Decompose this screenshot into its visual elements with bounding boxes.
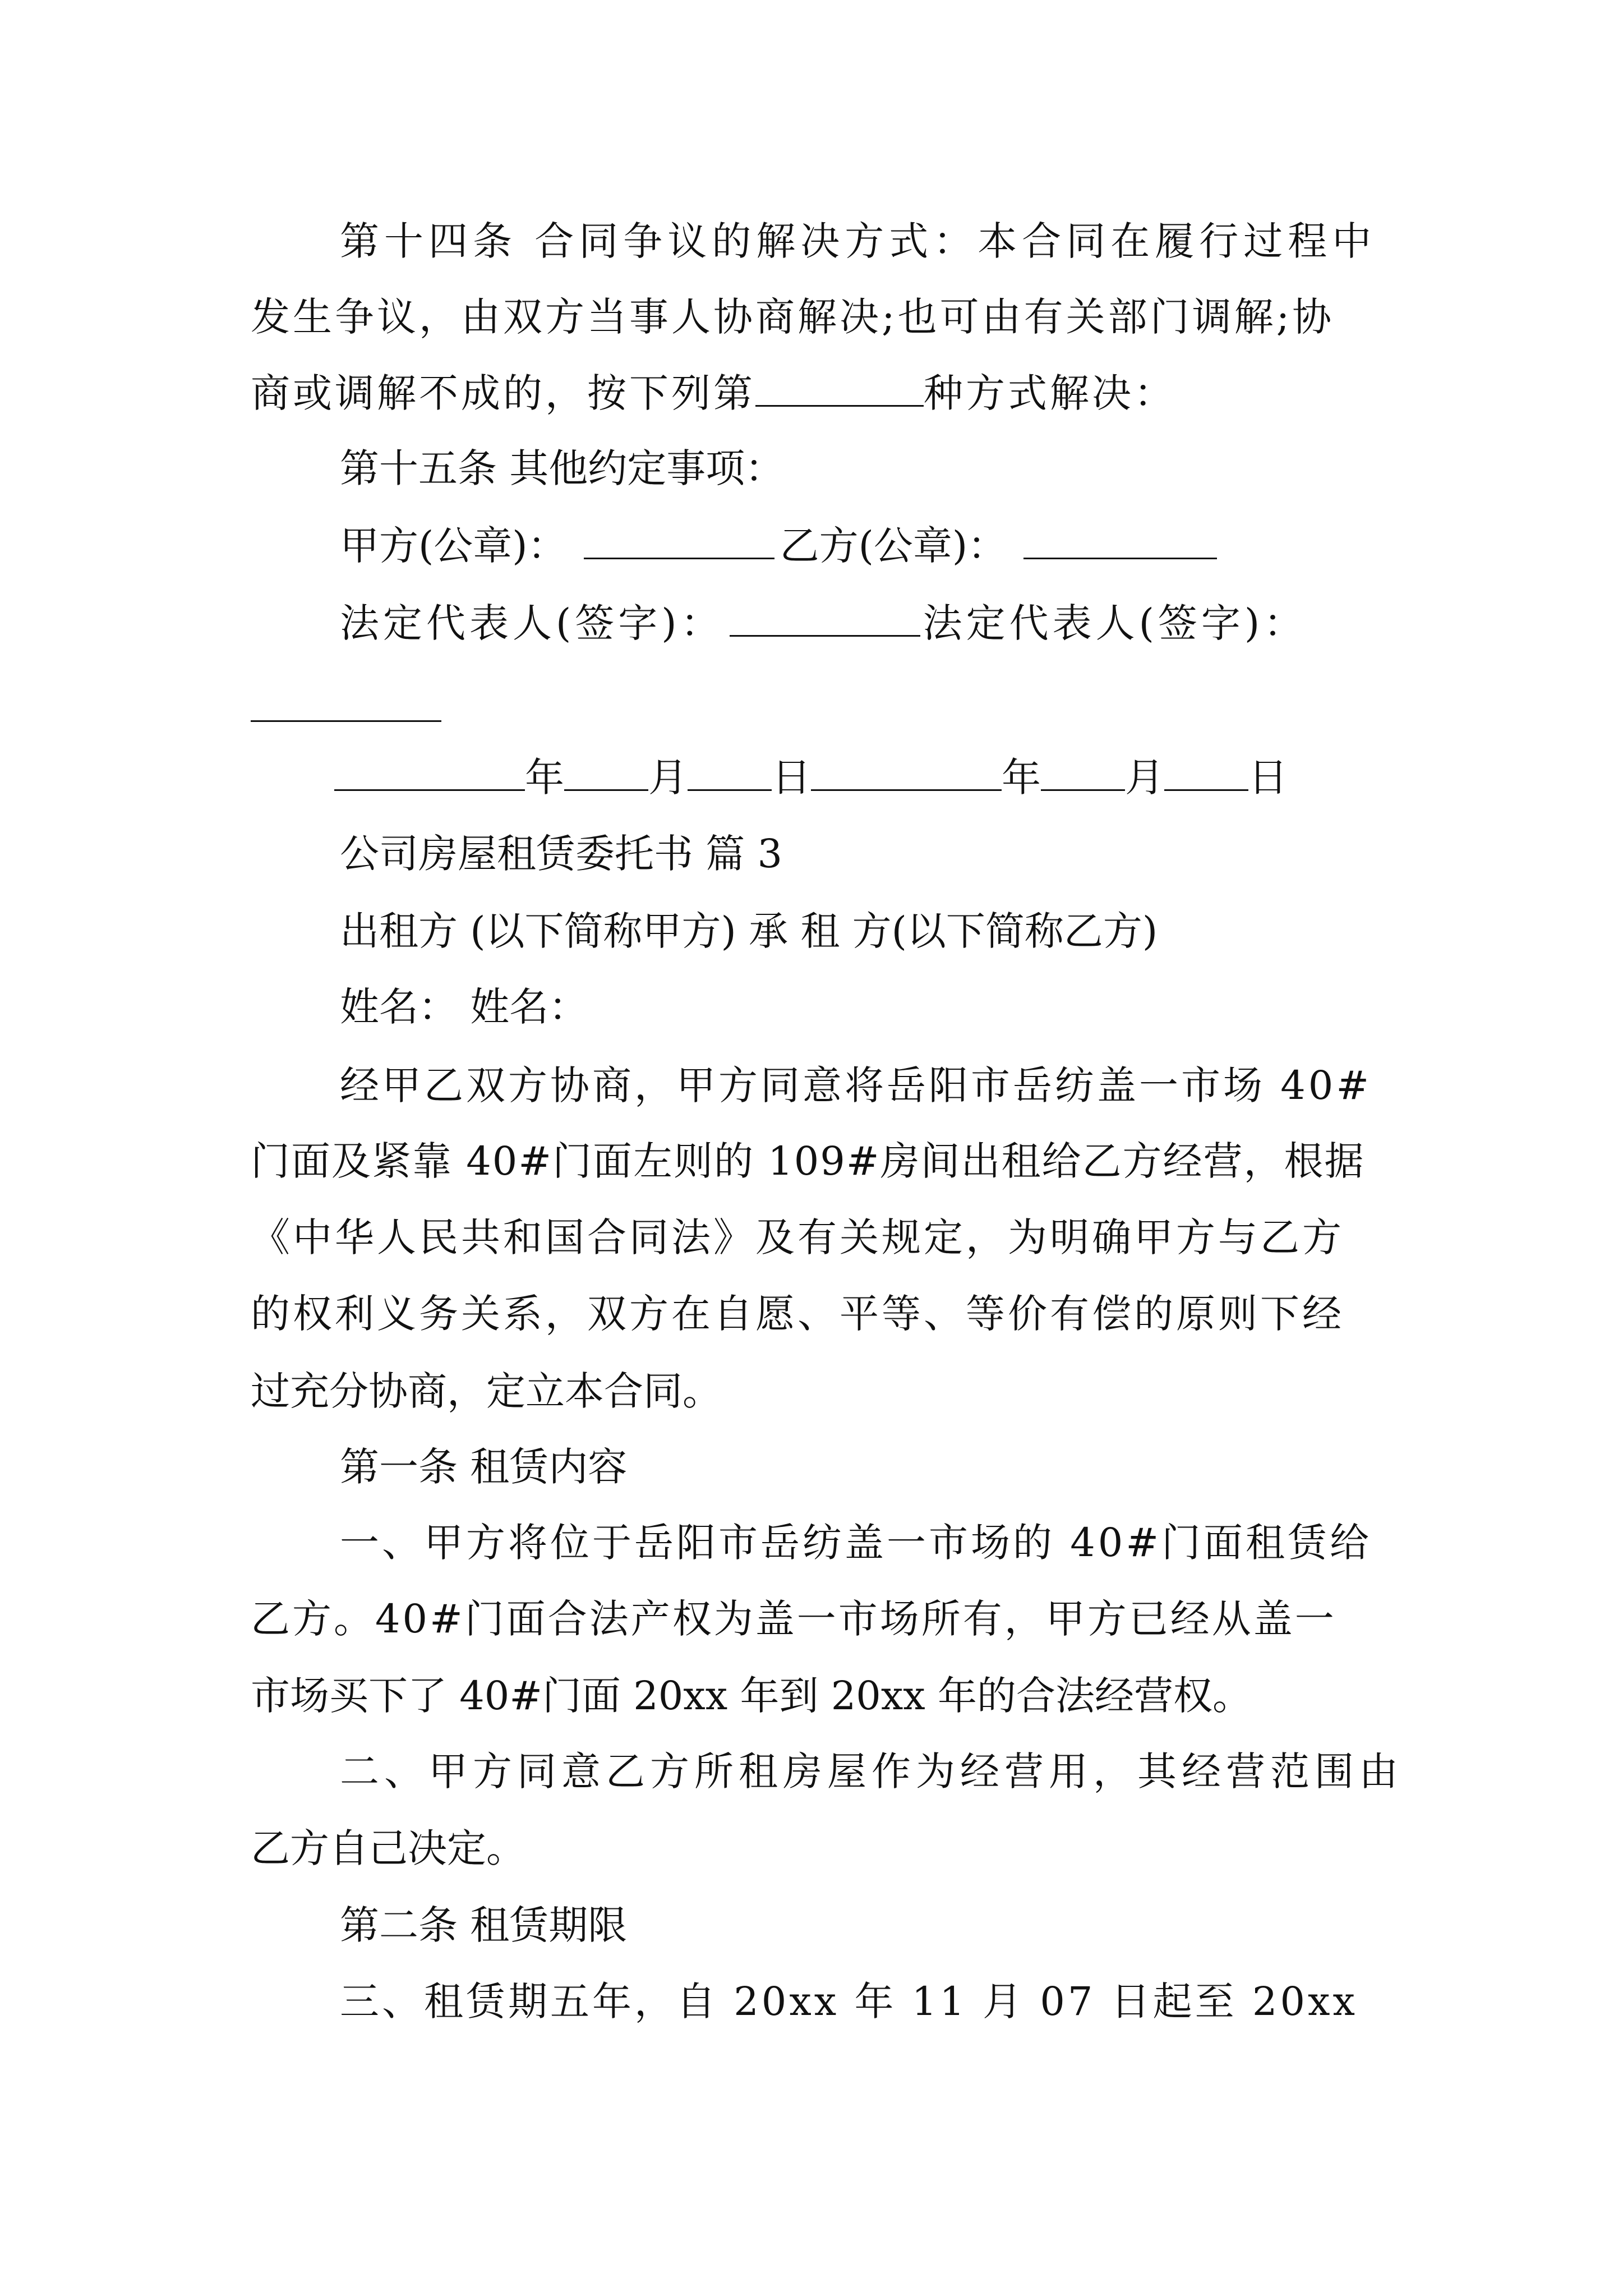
party-a-seal-label: 甲方(公章)： (340, 523, 567, 569)
party-b-day-blank (1164, 754, 1248, 791)
party-a-day-blank (688, 754, 772, 791)
date-line (334, 754, 1288, 800)
article-1-item-1-line-3: 市场买下了 40#门面 20xx 年到 20xx 年的合法经营权。 (251, 1673, 1252, 1719)
party-a-year-blank (334, 754, 525, 791)
party-a-rep-label: 法定代表人(签字)： (340, 600, 724, 646)
party-b-month-blank (1041, 754, 1125, 791)
month-label: 月 (648, 754, 688, 800)
article-14-text-b: 种方式解决： (924, 370, 1176, 416)
article-1-item-1-line-1: 一、甲方将位于岳阳市岳纺盖一市场的 40#门面租赁给 (340, 1520, 1372, 1566)
rep-line (340, 600, 1307, 646)
parties-line: 出租方 (以下简称甲方) 承 租 方(以下简称乙方) (340, 908, 1158, 954)
month-label: 月 (1125, 754, 1164, 800)
party-b-seal-label: 乙方(公章)： (780, 523, 1007, 569)
article-14-line-3 (251, 370, 1176, 416)
article-14-text-a: 商或调解不成的，按下列第 (251, 370, 755, 416)
seal-line (340, 523, 1217, 568)
intro-line-3: 《中华人民共和国合同法》及有关规定，为明确甲方与乙方 (251, 1214, 1344, 1260)
names-line: 姓名： 姓名： (340, 984, 588, 1030)
intro-line-4: 的权利义务关系，双方在自愿、平等、等价有偿的原则下经 (251, 1291, 1344, 1337)
article-14-line-1: 第十四条 合同争议的解决方式：本合同在履行过程中 (340, 218, 1377, 264)
method-number-blank (755, 370, 924, 407)
party-a-rep-blank (730, 600, 920, 637)
intro-line-5: 过充分协商，定立本合同。 (251, 1368, 722, 1414)
article-2-heading: 第二条 租赁期限 (340, 1902, 628, 1948)
article-1-item-2-line-2: 乙方自己决定。 (251, 1825, 525, 1871)
party-b-rep-blank (251, 720, 441, 722)
party-b-year-blank (811, 754, 1002, 791)
article-1-item-2-line-1: 二、甲方同意乙方所租房屋作为经营用，其经营范围由 (340, 1749, 1403, 1795)
article-2-item-3-line-1: 三、租赁期五年，自 20xx 年 11 月 07 日起至 20xx (340, 1978, 1358, 2024)
party-b-seal-blank (1023, 523, 1217, 559)
article-1-heading: 第一条 租赁内容 (340, 1444, 628, 1490)
year-label: 年 (525, 754, 564, 800)
intro-line-1: 经甲乙双方协商，甲方同意将岳阳市岳纺盖一市场 40# (340, 1062, 1372, 1108)
day-label: 日 (1248, 754, 1288, 800)
party-b-rep-label: 法定代表人(签字)： (923, 600, 1307, 646)
article-15-heading: 第十五条 其他约定事项： (340, 445, 785, 491)
party-a-seal-blank (584, 523, 774, 559)
intro-line-2: 门面及紧靠 40#门面左则的 109#房间出租给乙方经营，根据 (251, 1138, 1365, 1184)
article-14-line-2: 发生争议，由双方当事人协商解决;也可由有关部门调解;协 (251, 294, 1335, 340)
day-label: 日 (772, 754, 811, 800)
section-title: 公司房屋租赁委托书 篇 3 (340, 831, 783, 877)
party-a-month-blank (564, 754, 648, 791)
article-1-item-1-line-2: 乙方。40#门面合法产权为盖一市场所有，甲方已经从盖一 (251, 1596, 1336, 1642)
year-label: 年 (1002, 754, 1041, 800)
